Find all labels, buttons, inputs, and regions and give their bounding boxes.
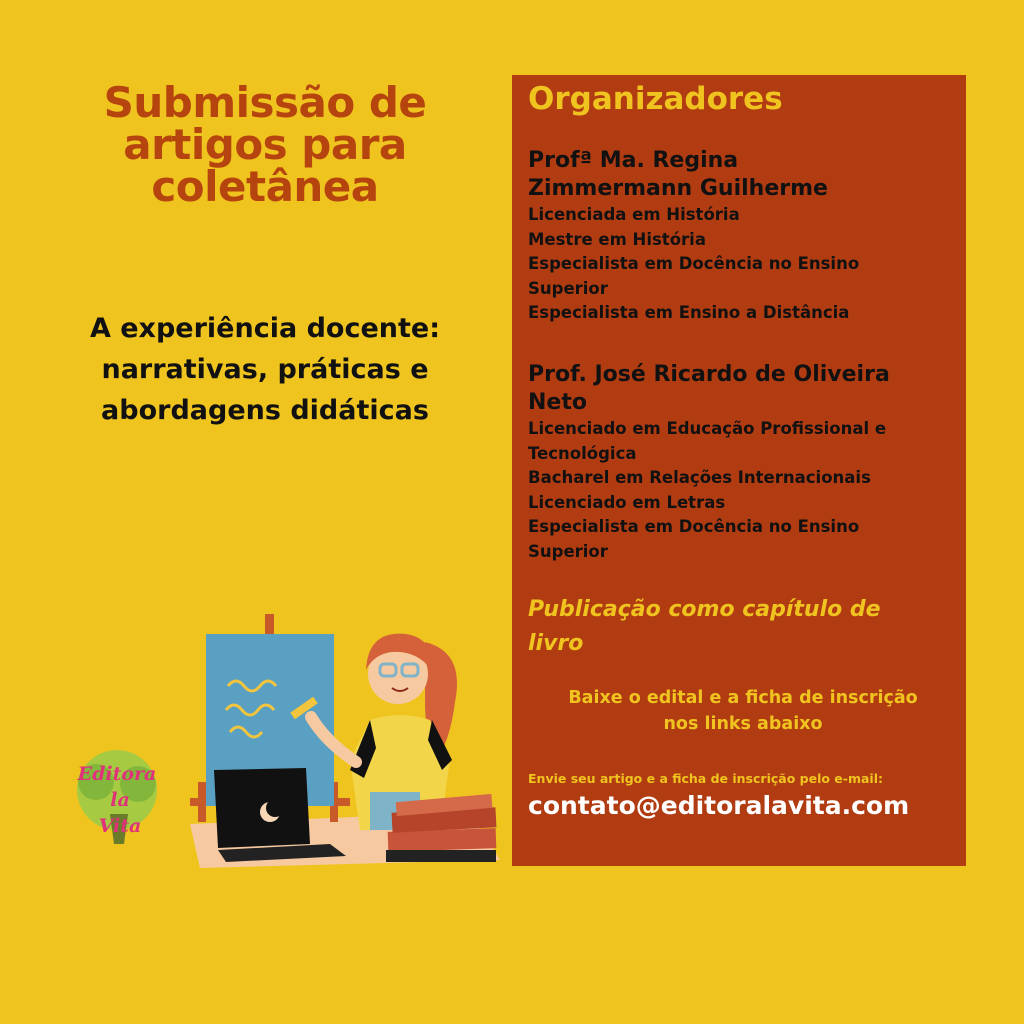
- subtitle-line: abordagens didáticas: [101, 395, 429, 426]
- organizers-panel: [512, 75, 966, 866]
- organizer-name: Profª Ma. Regina: [528, 148, 739, 173]
- subtitle-line: narrativas, práticas e: [101, 354, 429, 385]
- title-line: Submissão de: [103, 78, 427, 127]
- organizer-name: Zimmermann Guilherme: [528, 176, 828, 201]
- credential: Bacharel em Relações Internacionais: [528, 468, 871, 487]
- credential: Especialista em Ensino a Distância: [528, 303, 850, 322]
- download-line: Baixe o edital e a ficha de inscrição: [568, 688, 918, 708]
- organizer-block: [528, 361, 890, 564]
- download-line: nos links abaixo: [663, 714, 823, 734]
- credential: Especialista em Docência no Ensino: [528, 254, 860, 273]
- book-subtitle: [55, 308, 475, 431]
- publication-line: livro: [528, 631, 584, 656]
- organizer-block: [528, 147, 859, 326]
- subtitle-line: A experiência docente:: [89, 313, 441, 344]
- logo-word: la: [110, 789, 130, 811]
- publication-line: Publicação como capítulo de: [528, 597, 881, 622]
- logo-word: Vita: [98, 815, 142, 837]
- credential: Mestre em História: [528, 229, 706, 249]
- contact-email[interactable]: contato@editoralavita.com: [528, 791, 910, 820]
- teacher-illustration: [170, 612, 510, 872]
- credential: Tecnológica: [528, 443, 637, 463]
- title-line: coletânea: [151, 162, 379, 211]
- title-line: artigos para: [123, 120, 407, 169]
- send-instructions: Envie seu artigo e a ficha de inscrição pelo e-mail:: [528, 771, 883, 786]
- credential: Especialista em Docência no Ensino: [528, 517, 860, 536]
- tree-logo: [62, 744, 172, 854]
- credential: Licenciada em História: [528, 205, 740, 224]
- download-note: [528, 685, 958, 737]
- page-title: [60, 78, 470, 211]
- credential: Licenciado em Educação Profissional e: [528, 419, 887, 438]
- credential: Superior: [528, 541, 608, 561]
- publication-note: [528, 593, 881, 661]
- credential: Superior: [528, 278, 608, 298]
- organizer-name: Prof. José Ricardo de Oliveira: [528, 362, 890, 387]
- organizers-heading: Organizadores: [528, 81, 783, 117]
- organizer-name: Neto: [528, 390, 587, 415]
- credential: Licenciado em Letras: [528, 492, 726, 512]
- logo-word: Editora: [77, 763, 157, 785]
